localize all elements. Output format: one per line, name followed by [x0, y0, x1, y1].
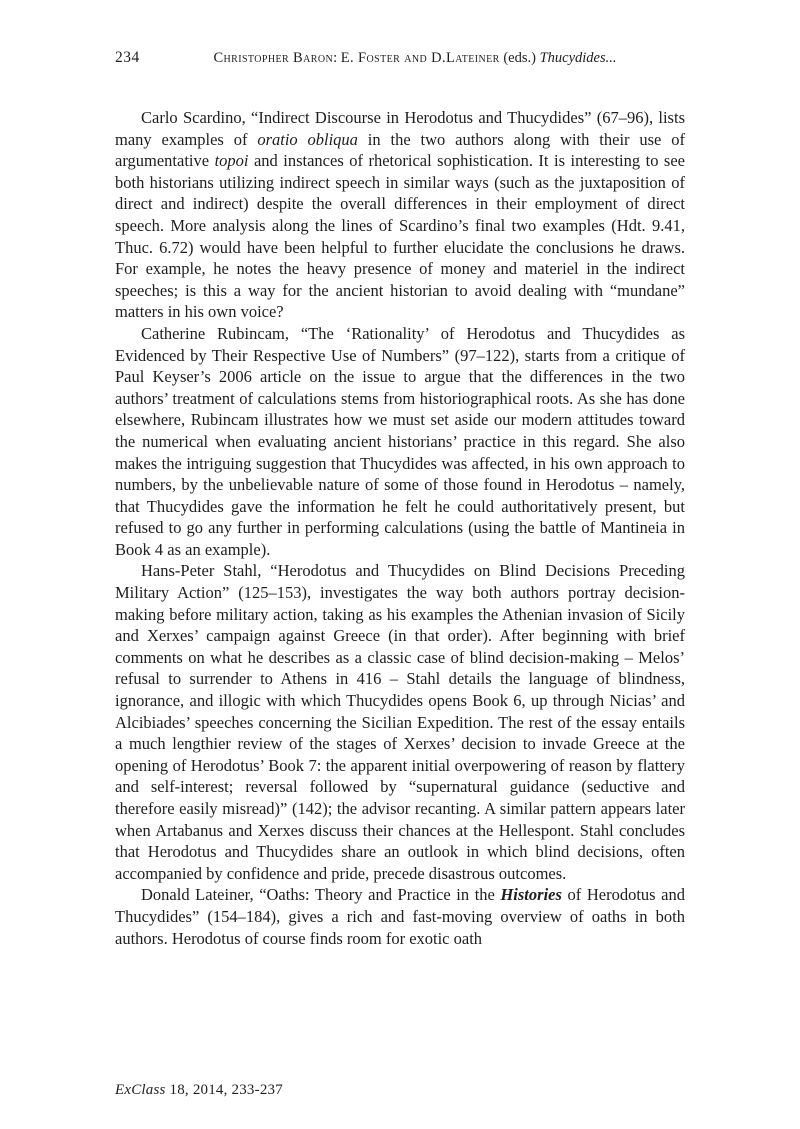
- separator: :: [333, 50, 341, 66]
- editors-names: E. Foster and D.Lateiner: [340, 50, 500, 66]
- editors-suffix: (eds.): [499, 50, 540, 66]
- book-title: Thucydides...: [539, 50, 617, 66]
- journal-issue-pages: 18, 2014, 233-237: [165, 1082, 283, 1098]
- text-segment: Hans-Peter Stahl, “Herodotus and Thucydides on Blind Decisions Preceding Military Action” (125–153), investigates the way both authors portray decision-making before military action, taking as his examples the Athenian invasion of Sicily and Xerxes’ campaign against Greece (in that order). After beginning with brief comments on what he describes as a classic case of blind decision-making – Melos’ refusal to surrender to Athens in 416 – Stahl details the language of blindness, ignorance, and illogic with which Thucydides opens Book 6, up through Nicias’ and Alcibiades’ speeches concerning the Sicilian Expedition. The rest of the essay entails a much lengthier review of the stages of Xerxes’ decision to invade Greece at the opening of Herodotus’ Book 7: the apparent initial overpowering of reason by flattery and self-interest; reversal followed by “supernatural guidance (seductive and therefore easily misread)” (142); the advisor recanting. A similar pattern appears later when Artabanus and Xerxes discuss their chances at the Hellespont. Stahl concludes that Herodotus and Thucydides share an outlook in which blind decisions, often accompanied by confidence and pride, precede disastrous outcomes.: [115, 561, 685, 883]
- text-segment: of Herodotus and Thucydides” (154–184), gives a rich and fast-moving overview of oaths in both authors. Herodotus of course finds room for exotic oath: [115, 885, 685, 948]
- page-number: 234: [115, 49, 140, 66]
- running-title: [183, 50, 616, 67]
- journal-footer: [115, 1082, 283, 1099]
- text-segment: Catherine Rubincam, “The ‘Rationality’ of Herodotus and Thucydides as Evidenced by Their Respective Use of Numbers” (97–122), starts from a critique of Paul Keyser’s 2006 article on the issue to argue that the differences in the two authors’ treatment of calculations stems from historiographical roots. As she has done elsewhere, Rubincam illustrates how we must set aside our modern attitudes toward the numerical when evaluating ancient historians’ practice in this regard. She also makes the intriguing suggestion that Thucydides was affected, in his own approach to numbers, by the unbelievable nature of some of those found in Herodotus – namely, that Thucydides gave the information he felt he could authoritatively present, but refused to go any further in performing calculations (using the battle of Mantineia in Book 4 as an example).: [115, 323, 685, 559]
- text-segment: Carlo Scardino, “Indirect Discourse in Herodotus and Thucydides” (67–96), lists many examples of: [115, 108, 685, 149]
- text-segment: Histories: [500, 885, 562, 905]
- text-segment: topoi: [214, 151, 249, 171]
- reviewer-name: Christopher Baron: [213, 50, 334, 66]
- text-segment: Donald Lateiner, “Oaths: Theory and Practice in the: [141, 885, 501, 905]
- text-segment: and instances of rhetorical sophistication. It is interesting to see both historians utilizing indirect speech in similar ways (such as the juxtaposition of direct and indirect) despite the overall differences in their employment of direct speech. More analysis along the lines of Scardino’s final two examples (Hdt. 9.41, Thuc. 6.72) would have been helpful to further elucidate the conclusions he draws. For example, he notes the heavy presence of money and materiel in the indirect speeches; is this a way for the ancient historian to avoid dealing with “mundane” matters in his own voice?: [115, 151, 685, 322]
- paragraph-scardino: [115, 107, 685, 323]
- page-header: [115, 50, 685, 67]
- paragraph-rubincam: [115, 323, 685, 561]
- paragraph-stahl: [115, 560, 685, 884]
- text-segment: in the two authors along with their use of argumentative: [115, 129, 685, 171]
- review-body: [115, 107, 685, 949]
- text-segment: oratio obliqua: [257, 129, 358, 149]
- journal-name: ExClass: [115, 1082, 166, 1098]
- paragraph-lateiner: [115, 884, 685, 949]
